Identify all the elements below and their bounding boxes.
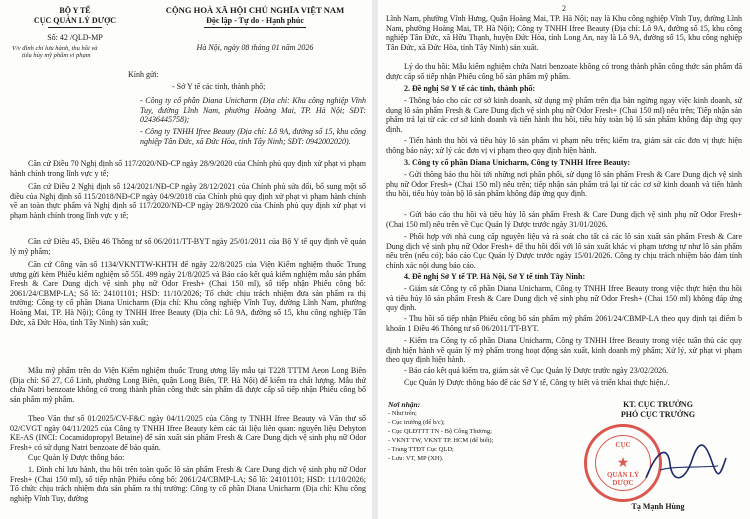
place-date: Hà Nội, ngày 08 tháng 01 năm 2026 (196, 43, 314, 52)
list-item: - Như trên; (388, 410, 417, 417)
handwritten-signature-icon (640, 440, 730, 490)
legal-basis-1: Căn cứ Điều 70 Nghị định số 117/2020/NĐ-CP ngày 28/9/2020 của Chính phủ quy định xử phạt vi phạm hành chính trong lĩnh vực y tế; (10, 159, 366, 178)
legal-basis-3: Căn cứ Điều 45, Điều 46 Thông tư số 06/2011/TT-BYT ngày 25/01/2011 của Bộ Y tế quy định về quản lý mỹ phẩm; (10, 237, 366, 256)
directive-3-item-2: - Gửi báo cáo thu hồi và tiêu hủy lô sản phẩm Fresh & Care Dung dịch vệ sinh phụ nữ Odor Fresh+ (Chai 150 ml) nêu trên về Cục Quản lý Dược trước ngày 31/01/2026. (386, 210, 742, 229)
announcement-intro: Cục Quản lý Dược thông báo: (28, 453, 125, 462)
directive-3-title: 3. Công ty cổ phần Diana Unicharm, Công ty TNHH Ifree Beauty: (404, 158, 631, 167)
directive-4-item-1: - Giám sát Công ty cổ phần Diana Unicharm, Công ty TNHH Ifree Beauty trong việc thực hiện thu hồi và tiêu hủy lô sản phẩm Fresh & Care Dung dịch vệ sinh phụ nữ Odor Fresh+ (Chai 150 ml) không đáp ứng quy định. (386, 284, 742, 313)
directive-4-item-3: - Kiểm tra Công ty cổ phần Diana Unicharm, Công ty TNHH Ifree Beauty trong việc tuân thủ các quy định hiện hành về quản lý mỹ phẩm trong hoạt động sản xuất, kinh doanh mỹ phẩm; Xử lý, xử phạt vi phạm theo quy định hiện hành. (386, 336, 742, 365)
motto: Độc lập - Tự do - Hạnh phúc (206, 16, 304, 25)
legal-basis-2: Căn cứ Điều 2 Nghị định số 124/2021/NĐ-CP ngày 28/12/2021 của Chính phủ sửa đổi, bổ sung một số điều của Nghị định số 115/2018/NĐ-CP ngày 04/9/2018 của Chính phủ quy định xử phạt vi phạm hành chính về an toàn thực phẩm và Nghị định số 117/2020/NĐ-CP ngày 28/9/2020 của Chính phủ quy định xử phạt vi phạm hành chính trong lĩnh vực y tế; (10, 182, 366, 220)
directive-4-item-4: - Báo cáo kết quả kiểm tra, giám sát về Cục Quản lý Dược trước ngày 23/02/2026. (404, 366, 669, 375)
motto-underline (204, 27, 306, 28)
directive-2-item-1: - Thông báo cho các cơ sở kinh doanh, sử dụng mỹ phẩm trên địa bàn ngừng ngay việc kinh doanh, sử dụng lô sản phẩm Fresh & Care Dung dịch vệ sinh phụ nữ Odor Fresh+ (Chai 150 ml) nêu trên; Tiếp nhận sản phẩm trả lại từ các cơ sở kinh doanh và tiến hành thu hồi, tiêu hủy toàn bộ lô sản phẩm không đáp ứng quy định. (386, 96, 742, 134)
legal-basis-4: Căn cứ Công văn số 1134/VKNTTW-KHTH để ngày 22/8/2025 của Viện Kiểm nghiệm thuốc Trung ương gửi kèm Phiếu kiểm nghiệm số 55L 499 ngày 21/8/2025 và Báo cáo kết quả kiểm nghiệm mẫu sản phẩm Fresh & Care Dung dịch vệ sinh phụ nữ Odor Fresh+ (Chai 150 ml), số tiếp nhận Phiếu công bố: 2061/24/CBMP-LA; Số lô: 24101101; HSD: 11/10/2026; Tổ chức chịu trách nhiệm đưa sản phẩm ra thị trường: Công ty cổ phần Diana Unicharm (Địa chỉ: Khu công nghiệp Vĩnh Tuy, đường Lĩnh Nam, phường Hoàng Mai, TP. Hà Nội); Công ty TNHH Ifree Beauty (Địa chỉ: Lô 9A, đường số 15, khu công nghiệp Tân Đức, xã Đức Hòa, tỉnh Tây Ninh) sản xuất; (10, 260, 366, 327)
directive-1-continued: Lĩnh Nam, phường Vĩnh Hưng, Quận Hoàng Mai, TP. Hà Nội; nay là Khu công nghiệp Vĩnh Tuy, đường Lĩnh Nam, phường Hoàng Mai, TP. Hà Nội); Công ty TNHH Ifree Beauty (Địa chỉ: Lô 9A, đường số 15, khu công nghiệp Tân Đức, xã Hữu Thạnh, huyện Đức Hòa, tỉnh Long An, nay là Lô 9A, đường số 15, khu công nghiệp Tân Đức, xã Đức Hòa, tỉnh Tây Ninh) sản xuất. (386, 14, 742, 52)
recipients-title: Nơi nhận: (388, 400, 421, 409)
list-item: - Cục QLĐTTT TN - Bộ Công Thương; (388, 428, 492, 435)
agency-underline (48, 27, 102, 28)
directive-4-item-2: - Thu hồi số tiếp nhận Phiếu công bố sản phẩm mỹ phẩm 2061/24/CBMP-LA theo quy định tại điểm b khoản 1 Điều 46 Thông tư số 06/2011/TT-BYT. (386, 314, 742, 333)
recipient-3: - Công ty TNHH Ifree Beauty (Địa chỉ: Lô 9A, đường số 15, khu công nghiệp Tân Đức, xã Đức Hòa, tỉnh Tây Ninh; SĐT: 0942002020). (140, 127, 366, 146)
recipient-2: - Công ty cổ phần Diana Unicharm (Địa chỉ: Khu công nghiệp Vĩnh Tuy, đường Lĩnh Nam, phường Hoàng Mai, TP. Hà Nội; SĐT: 02436445758); (140, 96, 366, 125)
list-item: - Trang TTĐT Cục QLD; (388, 446, 454, 453)
recipient-1: - Sở Y tế các tỉnh, thành phố; (172, 82, 266, 91)
page-number: 2 (562, 4, 566, 13)
directive-4-title: 4. Đề nghị Sở Y tế TP. Hà Nội, Sở Y tế tỉnh Tây Ninh: (404, 272, 586, 281)
directive-1: 1. Đình chỉ lưu hành, thu hồi trên toàn quốc lô sản phẩm Fresh & Care Dung dịch vệ sinh phụ nữ Odor Fresh+ (Chai 150 ml), số tiếp nhận Phiếu công bố: 2061/24/CBMP-LA; Số lô: 24101101; HSD: 11/10/2026; Tổ chức chịu trách nhiệm đưa sản phẩm ra thị trường: Công ty cổ phần Diana Unicharm (Địa chỉ: Khu công nghiệp Vĩnh Tuy, đường (10, 465, 366, 503)
document-page-1 (0, 0, 372, 519)
directive-2-title: 2. Đề nghị Sở Y tế các tỉnh, thành phố: (404, 84, 536, 93)
signature-title-2: PHÓ CỤC TRƯỞNG (620, 410, 696, 419)
directive-3-item-1: - Gửi thông báo thu hồi tới những nơi phân phối, sử dụng lô sản phẩm Fresh & Care Dung dịch vệ sinh phụ nữ Odor Fresh+ (Chai 150 ml) nêu trên; tiếp nhận sản phẩm trả lại từ các cơ sở kinh doanh và tiến hành thu hồi, tiêu hủy toàn bộ lô sản phẩm không đáp ứng quy định. (386, 170, 742, 199)
closing-statement: Cục Quản lý Dược thông báo để các Sở Y tế, Công ty biết và triển khai thực hiện./. (404, 378, 670, 387)
list-item: - Lưu: VT, MP (XH). (388, 455, 444, 462)
signer-name: Tạ Mạnh Hùng (631, 502, 685, 511)
directive-3-item-3: - Phối hợp với nhà cung cấp nguyên liệu và rà soát cho tất cả các lô sản xuất sản phẩm Fresh & Care Dung dịch vệ sinh phụ nữ Odor Fresh+ để thu hồi đối với lô sản xuất khác vi phạm tương tự như lô sản phẩm nêu trên (nếu có); báo cáo Cục Quản lý Dược trước ngày 15/01/2026. Công ty chịu trách nhiệm bảo đảm tính chính xác nội dung báo cáo. (386, 232, 742, 270)
official-seal-icon: ★ CỤC QUẢN LÝ DƯỢC (584, 424, 662, 502)
document-number: Số: 42 /QLD-MP (47, 33, 103, 42)
subject-line-1: V/v đình chỉ lưu hành, thu hồi và (12, 45, 98, 52)
agency-name: CỤC QUẢN LÝ DƯỢC (33, 16, 117, 25)
list-item: - VKNT TW, VKNT TP. HCM (để biết); (388, 437, 494, 444)
recall-reason: Lý do thu hồi: Mẫu kiểm nghiệm chứa Natri benzoate không có trong thành phần công thức sản phẩm đã được cấp số tiếp nhận Phiếu công bố sản phẩm mỹ phẩm. (386, 62, 742, 81)
country-name: CỘNG HOÀ XÃ HỘI CHỦ NGHĨA VIỆT NAM (165, 5, 345, 15)
ministry-name: BỘ Y TẾ (59, 6, 91, 15)
subject-line-2: tiêu hủy mỹ phẩm vi phạm (22, 52, 91, 59)
greeting: Kính gửi: (128, 70, 159, 79)
directive-2-item-2: - Tiến hành thu hồi và tiêu hủy lô sản phẩm vi phạm nêu trên; kiểm tra, giám sát các đơn vị thực hiện thông báo này; xử lý các đơn vị vi phạm theo quy định hiện hành. (386, 136, 742, 155)
document-page-2 (378, 0, 750, 519)
sample-description: Mẫu mỹ phẩm trên do Viện Kiểm nghiệm thuốc Trung ương lấy mẫu tại T228 TTTM Aeon Long Biên (Địa chỉ: Số 27, Cổ Linh, phường Long Biên, quận Long Biên, TP. Hà Nội) để kiểm tra chất lượng. Mẫu thử chứa Natri benzoate không có trong thành phần công thức sản phẩm đã được cấp số tiếp nhận Phiếu công bố sản phẩm mỹ phẩm. (10, 366, 366, 404)
company-correspondence: Theo Văn thư số 01/2025/CV-F&C ngày 04/11/2025 của Công ty TNHH Ifree Beauty và Văn thư số 02/CVGT ngày 04/11/2025 của Công ty TNHH Ifree Beauty kèm các tài liệu liên quan: nguyên liệu Dehyton KE-AS (INCI: Cocamidopropyl Betaine) để sản xuất sản phẩm Fresh & Care Dung dịch vệ sinh phụ nữ Odor Fresh+ có sử dụng Natri benzoate để bảo quản. (10, 414, 366, 452)
signature-title-1: KT. CỤC TRƯỞNG (623, 400, 693, 409)
list-item: - Cục trưởng (để b/c); (388, 419, 445, 426)
